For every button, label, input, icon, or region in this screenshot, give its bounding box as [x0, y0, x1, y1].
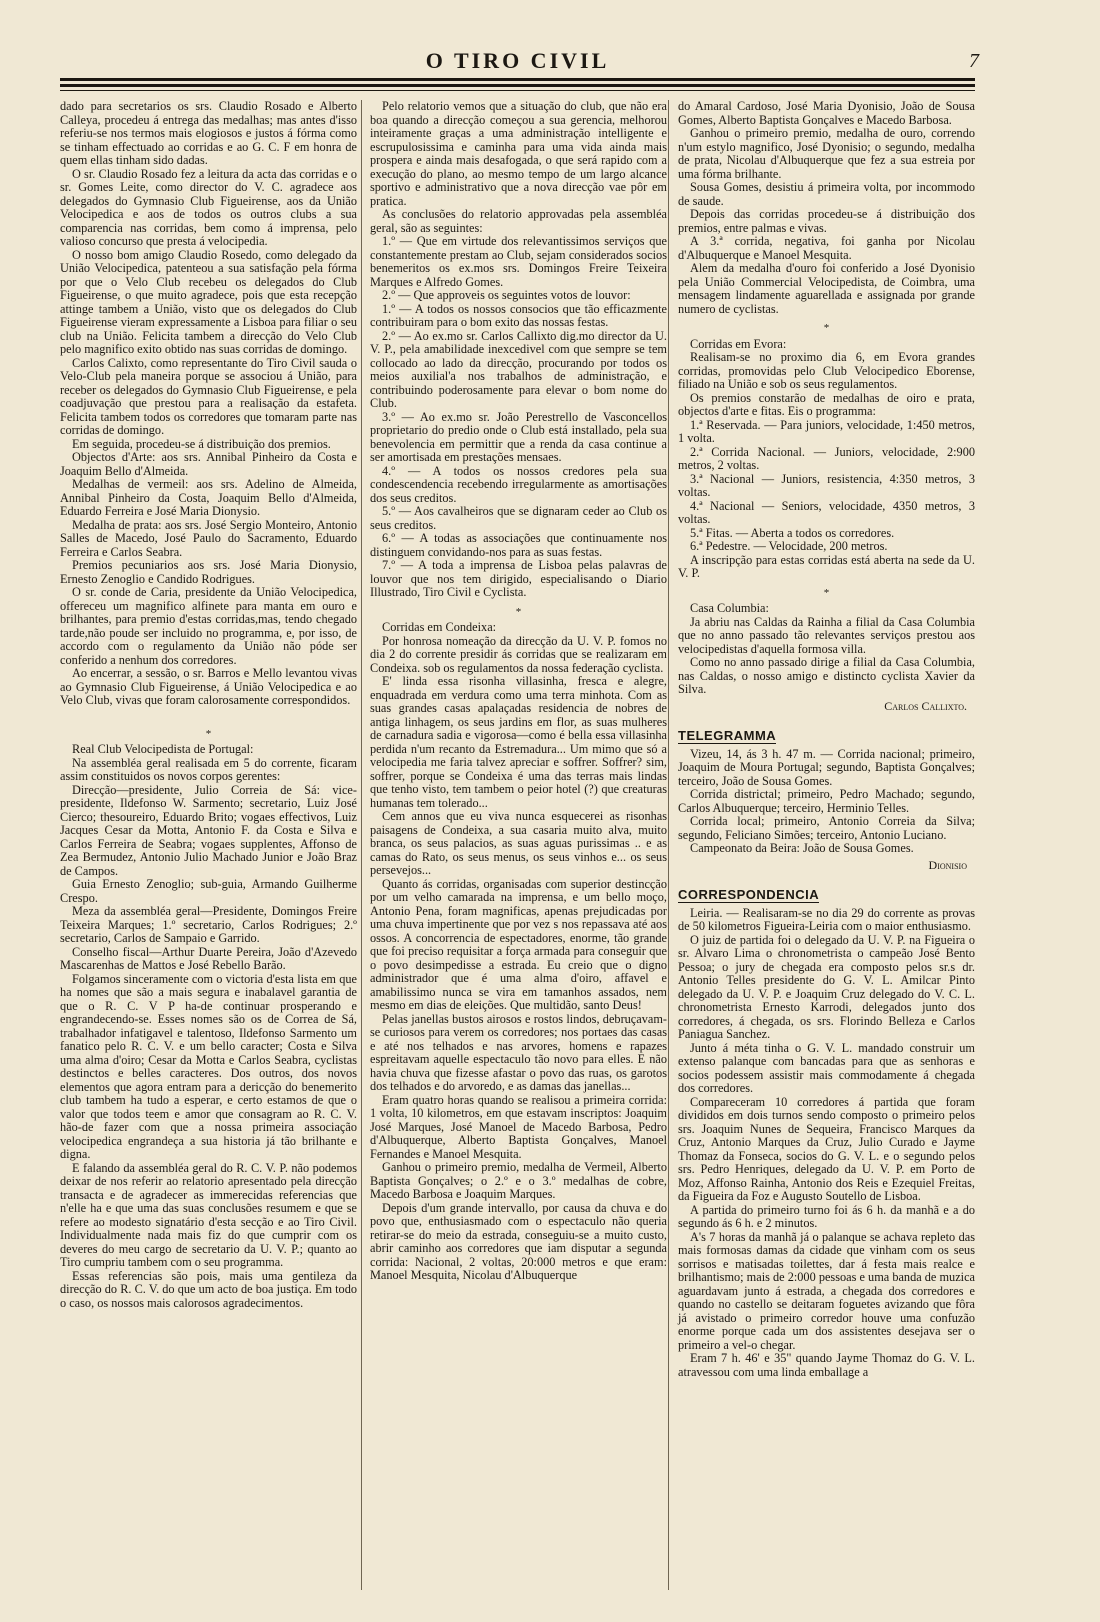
page-header	[60, 40, 979, 100]
section-title: Casa Columbia:	[690, 601, 769, 615]
paragraph: Eram quatro horas quando se realisou a primeira corrida: 1 volta, 10 kilometros, em que estavam inscriptos: Joaquim José Marques, José Manoel de Macedo Barbosa, Pedro d'Albuquerque, Alberto Baptista Gonçalves, Manoel Fernandes e Manoel Mesquita.	[370, 1092, 667, 1161]
author-signature: Dionisio	[928, 857, 967, 872]
paragraph: Por honrosa nomeação da direcção da U. V. P. fomos no dia 2 do corrente presidir ás corridas que se realizaram em Condeixa. sob os regulamentos da nossa federação cyclista.	[370, 633, 667, 675]
paragraph: 6.ª Pedestre. — Velocidade, 200 metros.	[690, 539, 888, 553]
paragraph: Medalhas de vermeil: aos srs. Adelino de Almeida, Annibal Pinheiro da Costa, Joaquim Bello d'Almeida, Eduardo Ferreira e José Maria Dionysio.	[60, 477, 357, 518]
paragraph: O nosso bom amigo Claudio Rosedo, como delegado da União Velocipedica, patenteou a sua satisfação pela fórma por que o Velo Club recebeu os delegados do Club Figueirense, o que muito agradece, pois que esta recepção attinge tambem a União, visto que os delegados do Club Figueirense vieram expressamente a Lisboa para filiar o seu club na União. Felicita tambem a direcção do Velo Club pelo magnifico exito obtido nas suas corridas de domingo.	[60, 247, 357, 356]
section-separator: *	[515, 605, 522, 618]
paragraph: As conclusões do relatorio approvadas pela assembléa geral, são as seguintes:	[370, 207, 667, 235]
paragraph: 5.ª Fitas. — Aberta a todos os corredores.	[690, 525, 895, 540]
paragraph: Ganhou o primeiro premio, medalha de Vermeil, Alberto Baptista Gonçalves; o 2.º e o 3.º medalhas de cobre, Macedo Barbosa e Joaquim Marques.	[370, 1160, 667, 1201]
paragraph: Direcção—presidente, Julio Correia de Sá: vice-presidente, Ildefonso W. Sarmento; secretario, Luiz José Cierco; thesoureiro, Eduardo Brito; vogaes effectivos, Luiz Jacques Cesar da Motta, Antonio F. da Costa e Silva e Carlos Ferreira de Seabra; vogaes supplentes, Affonso de Zea Bermudez, Antonio Julio Machado Junior e João Braz de Campos.	[60, 782, 357, 878]
paragraph: Compareceram 10 corredores á partida que foram divididos em dois turnos sendo composto o primeiro pelos srs. Joaquim Nunes de Sequeira, Francisco Marques da Cruz, Antonio Marques da Cruz, Julio Curado e Jayme Thomaz da Fonseca, socios do G. V. L. e o segundo pelos srs. Pedro Henriques, delegado da U. V. P. em Porto de Moz, Affonso Rainha, Antonio dos Reis e Ezequiel Freitas, da Figueira da Foz e Augusto Soutello de Lisboa.	[678, 1094, 975, 1203]
paragraph: 3.ª Nacional — Juniors, resistencia, 4:350 metros, 3 voltas.	[678, 471, 975, 499]
paragraph: Ao encerrar, a sessão, o sr. Barros e Mello levantou vivas ao Gymnasio Club Figueirense, á União Velocipedica e ao Velo Club, vivas que foram calorosamente correspondidos.	[60, 666, 357, 707]
paragraph: 1.º — A todos os nossos consocios que tão efficazmente contribuiram para o bom exito das nossas festas.	[370, 301, 667, 329]
paragraph: Depois d'um grande intervallo, por causa da chuva e do povo que, enthusiasmado com o espectaculo não queria retirar-se do meio da estrada, conseguiu-se a muito custo, abrir caminho aos corredores que iam disputar a segunda corrida: Nacional, 2 voltas, 20:000 metros e que eram: Manoel Mesquita, Nicolau d'Albuquerque	[370, 1200, 667, 1282]
paragraph: 3.º — Ao ex.mo sr. João Perestrello de Vasconcellos proprietario do predio onde o Club está installado, pela sua benevolencia em permittir que a renda da casa continue a ser amortisada em prestações mensaes.	[370, 409, 667, 464]
paragraph: 2.º — Que approveis os seguintes votos de louvor:	[382, 288, 631, 302]
column-divider	[361, 100, 362, 1590]
paragraph: do Amaral Cardoso, José Maria Dyonisio, João de Sousa Gomes, Alberto Baptista Gonçalves e Macedo Barbosa.	[678, 99, 975, 127]
header-rule	[60, 84, 975, 87]
paragraph: Folgamos sinceramente com o victoria d'esta lista em que ha nomes que são a mais segura e inabalavel garantia de que o R. C. V P ha-de continuar prosperando e engrandecendo-se. Esses nomes são os de Correa de Sá, trabalhador infatigavel e talentoso, Ildefonso Sarmento um fanatico pelo R. C. V. e um bello caracter; Costa e Silva uma alma d'oiro; Cesar da Motta e Carlos Seabra, cyclistas destinctos e belles caracteres. Dos outros, dos novos elementos que agora entram para a dericção do benemerito club tambem ha tudo a esperar, e certo estamos de que o valor que todos teem e amor que consagram ao R. C. V. hão-de fazer com que a nossa primeira associação velocipedica engrandeça a sua historia já tão brilhante e digna.	[60, 971, 357, 1161]
paragraph: Na assembléa geral realisada em 5 do corrente, ficaram assim constituidos os novos corpos gerentes:	[60, 755, 357, 783]
paragraph: Corrida local; primeiro, Antonio Correia da Silva; segundo, Feliciano Simões; terceiro, Antonio Luciano.	[678, 814, 975, 842]
masthead-title: O TIRO CIVIL	[425, 48, 610, 73]
paragraph: Os premios constarão de medalhas de oiro e prata, objectos d'arte e fitas. Eis o programma:	[678, 390, 975, 418]
header-rule	[60, 78, 975, 81]
paragraph: Quanto ás corridas, organisadas com superior destincção por um velho camarada na imprensa, e um bello moço, Antonio Pena, foram magnificas, apenas prejudicadas por uma chuva impertinente que por vez s nos repassava até aos ossos. A concorrencia de espectadores, enorme, tão grande que foi preciso requisitar a força armada para conseguir que o povo desimpedisse a estrada. Eu creio que o digno administrador que é uma alma d'oiro, affavel e amabilissimo nunca se vira em tamanhos assados, nem mesmo em dias de eleições. Que multidão, santo Deus!	[370, 876, 667, 1012]
paragraph: A's 7 horas da manhã já o palanque se achava repleto das mais formosas damas da cidade que vinham com os seus sorrisos e matisadas toilettes, dar á festa mais realce e brilhantismo; mais de 2:000 pessoas e uma banda de muzica aguardavam junto á estrada, a chegada dos corredores e quando no castello se deitaram foguetes avizando que fôra já avistado o primeiro corredor houve uma confuzão enorme porque cada um dos assistentes desejava ser o primeiro a vel-o chegar.	[678, 1229, 975, 1352]
header-rule	[60, 90, 975, 91]
paragraph: Medalha de prata: aos srs. José Sergio Monteiro, Antonio Salles de Macedo, José Paulo do Sacramento, Eduardo Ferreira e Carlos Seabra.	[60, 517, 357, 559]
column-1	[60, 100, 357, 1310]
paragraph: Realisam-se no proximo dia 6, em Evora grandes corridas, promovidas pelo Club Velocipedico Eborense, filiado na União e sob os seus regulamentos.	[678, 350, 975, 391]
paragraph: Alem da medalha d'ouro foi conferido a José Dyonisio pela União Commercial Velocipedista, de Coimbra, uma mensagem lindamente aguarellada e assignada por grande numero de cyclistas.	[678, 261, 975, 316]
column-2	[370, 100, 667, 1283]
paragraph: Premios pecuniarios aos srs. José Maria Dionysio, Ernesto Zenoglio e Candido Rodrigues.	[60, 558, 357, 586]
paragraph: Corrida districtal; primeiro, Pedro Machado; segundo, Carlos Albuquerque; terceiro, Herminio Telles.	[678, 787, 975, 815]
paragraph: 4.º — A todos os nossos credores pela sua condescendencia recebendo irregularmente as amortisações dos seus creditos.	[370, 463, 667, 505]
paragraph: 2.º — Ao ex.mo sr. Carlos Callixto dig.mo director da U. V. P., pela amabilidade inexcedivel com que sempre se tem collocado ao lado da direcção, procurando por todos os meios auxilial'a nos trabalhos de administração, e contribuindo poderosamente para elevar o bom nome do Club.	[370, 328, 667, 410]
paragraph: Essas referencias são pois, mais uma gentileza da direcção do R. C. V. do que um acto de boa justiça. Em todo o caso, os nossos mais calorosos agradecimentos.	[60, 1268, 357, 1310]
paragraph: E falando da assembléa geral do R. C. V. P. não podemos deixar de nos referir ao relatorio apresentado pela direcção transacta e de agradecer as immerecidas referencias que n'elle ha e que uma das suas conclusões resumem e que se refere ao modesto signatário d'esta secção e ao Tiro Civil. Individualmente nada mais fiz do que cumprir com os deveres do meu cargo de secretario da U. V. P.; quanto ao Tiro cumpriu tambem com o seu programma.	[60, 1160, 357, 1269]
paragraph: 2.ª Corrida Nacional. — Juniors, velocidade, 2:900 metros, 2 voltas.	[678, 444, 975, 472]
paragraph: Campeonato da Beira: João de Sousa Gomes.	[690, 841, 914, 855]
paragraph: 6.º — A todas as associações que continuamente nos distinguem convidando-nos para as suas festas.	[370, 531, 667, 559]
correspondencia-heading: CORRESPONDENCIA	[678, 887, 820, 902]
paragraph: Ganhou o primeiro premio, medalha de ouro, correndo n'um estylo magnifico, José Dyonisio; o segundo, medalha de prata, Nicolau d'Albuquerque que fez a sua estreia por uma fórma brilhante.	[678, 126, 975, 181]
section-separator: *	[205, 727, 212, 740]
column-3	[678, 100, 975, 1379]
paragraph: Leiria. — Realisaram-se no dia 29 do corrente as provas de 50 kilometros Figueira-Leiria com o maior enthusiasmo.	[678, 905, 975, 933]
paragraph: Eram 7 h. 46' e 35" quando Jayme Thomaz do G. V. L. atravessou com uma linda emballage a	[678, 1351, 975, 1379]
paragraph: 7.º — A toda a imprensa de Lisboa pelas palavras de louvor que nos tem dirigido, especialisando o Diario Illustrado, Tiro Civil e Cyclista.	[370, 558, 667, 599]
section-separator: *	[823, 322, 830, 334]
paragraph: Pelo relatorio vemos que a situação do club, que não era boa quando a direcção começou a sua gerencia, melhorou inteiramente graças a uma administração intelligente e escrupulosissima e caminha para uma vida ainda mais prospera e ainda mais desafogada, o que será rapido com a execução do plano, ao mesmo tempo de um largo alcance sportivo e administrativo que a nova direcção vae pôr em pratica.	[370, 99, 667, 208]
telegramma-heading: TELEGRAMMA	[678, 728, 777, 743]
paragraph: Cem annos que eu viva nunca esquecerei as risonhas paisagens de Condeixa, a sua casaria muito alva, muito branca, os seus palacios, as suas aguas purissimas .. e as camas do Rato, os seus menus, os seus vinhos e... os seus persevejos...	[370, 809, 667, 877]
paragraph: 5.º — Aos cavalheiros que se dignaram ceder ao Club os seus creditos.	[370, 504, 667, 532]
paragraph: Depois das corridas procedeu-se á distribuição dos premios, entre palmas e vivas.	[678, 207, 975, 235]
paragraph: A inscripção para estas corridas está aberta na sede da U. V. P.	[678, 552, 975, 580]
paragraph: O sr. Claudio Rosado fez a leitura da acta das corridas e o sr. Gomes Leite, como director do V. C. agradece aos delegados do Gymnasio Club Figueirense, aos da União Velocipedica e aos de todos os outros clubs a sua comparencia nas corridas, bem como á imprensa, pelo valioso concurso que presta á velocipedia.	[60, 166, 357, 248]
paragraph: dado para secretarios os srs. Claudio Rosado e Alberto Calleya, procedeu á entrega das medalhas; mas antes d'isso referiu-se nos termos mais elogiosos e justos á fórma como se tinham effectuado ao corridas e ao G. C. F em honra de quem ellas tinham sido dadas.	[60, 99, 357, 167]
paragraph: Meza da assembléa geral—Presidente, Domingos Freire Teixeira Marques; 1.º secretario, Carlos Rodrigues; 2.º secretario, Carlos de Sampaio e Garrido.	[60, 904, 357, 945]
section-separator: *	[823, 586, 830, 599]
paragraph: Ja abriu nas Caldas da Rainha a filial da Casa Columbia que no anno passado tão relevantes serviços prestou aos velocipedistas d'aquella formosa villa.	[678, 614, 975, 656]
section-title: Real Club Velocipedista de Portugal:	[72, 742, 254, 756]
paragraph: Carlos Calixto, como representante do Tiro Civil sauda o Velo-Club pela maneira porque se associou á União, para receber os delegados do Gymnasio Club Figueirense, e pela coadjuvação que prestou para a realisação da estafeta. Felicita tambem todos os corredores que tomaram parte nas corridas de domingo.	[60, 355, 357, 437]
paragraph: 1.ª Reservada. — Para juniors, velocidade, 1:450 metros, 1 volta.	[678, 417, 975, 445]
page-number: 7	[969, 50, 979, 72]
section-title: Corridas em Evora:	[690, 336, 787, 351]
paragraph: Sousa Gomes, desistiu á primeira volta, por incommodo de saude.	[678, 180, 975, 208]
paragraph: Objectos d'Arte: aos srs. Annibal Pinheiro da Costa e Joaquim Bello d'Almeida.	[60, 450, 357, 478]
paragraph: 4.ª Nacional — Seniors, velocidade, 4350 metros, 3 voltas.	[678, 498, 975, 526]
paragraph: O sr. conde de Caria, presidente da União Velocipedica, offereceu um magnifico alfinete para manta em ouro e brilhantes, para premio d'estas corridas,mas, tendo chegado tarde,não poude ser incluido no programma, e, por isso, de accordo com o regulamento da União não póde ser conferido a nenhum dos corredores.	[60, 585, 357, 667]
paragraph: 1.º — Que em virtude dos relevantissimos serviços que constantemente prestam ao Club, sejam considerados socios benemeritos os ex.mos srs. Domingos Freire Teixeira Marques e Alfredo Gomes.	[370, 234, 667, 289]
paragraph: Em seguida, procedeu-se á distribuição dos premios.	[72, 436, 331, 451]
paragraph: Como no anno passado dirige a filial da Casa Columbia, nas Caldas, o nosso amigo e distincto cyclista Xavier da Silva.	[678, 655, 975, 696]
section-title: Corridas em Condeixa:	[382, 620, 497, 634]
paragraph: A partida do primeiro turno foi ás 6 h. da manhã e a do segundo ás 6 h. e 2 minutos.	[678, 1202, 975, 1230]
paragraph: O juiz de partida foi o delegado da U. V. P. na Figueira o sr. Alvaro Lima o chronometrista o campeão José Bento Pessoa; o jury de chegada era composto pelos sr.s dr. Antonio Telles presidente do G. V. L. Amilcar Pinto delegado da U. V. P. e Joaquim Cruz delegado do V. C. L. chronometrista Ernesto Karrodi, delegados junto dos corredores, á chegada, os srs. Florindo Belleza e Carlos Paniagua Sanchez.	[678, 932, 975, 1041]
paragraph: Junto á méta tinha o G. V. L. mandado construir um extenso palanque com bancadas para que as senhoras e socios podessem assistir mais commodamente á chegada dos corredores.	[678, 1040, 975, 1095]
paragraph: Guia Ernesto Zenoglio; sub-guia, Armando Guilherme Crespo.	[60, 877, 357, 905]
paragraph: Vizeu, 14, ás 3 h. 47 m. — Corrida nacional; primeiro, Joaquim de Moura Portugal; segundo, Baptista Gonçalves; terceiro, João de Sousa Gomes.	[678, 746, 975, 788]
paragraph: E' linda essa risonha villasinha, fresca e alegre, enquadrada em verdura como uma terra minhota. Com as suas grandes casas apalaçadas residencia de nobres de antiga linhagem, os seus jardins em flor, as suas mulheres de carnadura sadia e vigorosa—como é bella essa villasinha perdida n'um recanto da Estremadura... Um mimo que só a velocipedia me faria talvez apreciar e soffrer. Soffrer? sim, soffrer, porque se Condeixa é uma das terras mais lindas que tenho visto, tem tambem o peior hotel (?) que creaturas humanas tem tolerado...	[370, 674, 667, 810]
paragraph: Conselho fiscal—Arthur Duarte Pereira, João d'Azevedo Mascarenhas de Mattos e José Rebello Barão.	[60, 944, 357, 972]
paragraph: A 3.ª corrida, negativa, foi ganha por Nicolau d'Albuquerque e Manoel Mesquita.	[678, 234, 975, 262]
column-divider	[668, 100, 669, 1590]
author-signature: Carlos Callixto.	[884, 698, 967, 713]
paragraph: Pelas janellas bustos airosos e rostos lindos, debruçavam-se curiosos para verem os corredores; nos portaes das casas e até nos telhados e nas arvores, homens e rapazes espreitavam aquelle espectaculo tão novo para elles. E não havia chuva que fizesse afastar o povo das ruas, os garotos dos telhados e do arvoredo, e as damas das janellas...	[370, 1011, 667, 1093]
